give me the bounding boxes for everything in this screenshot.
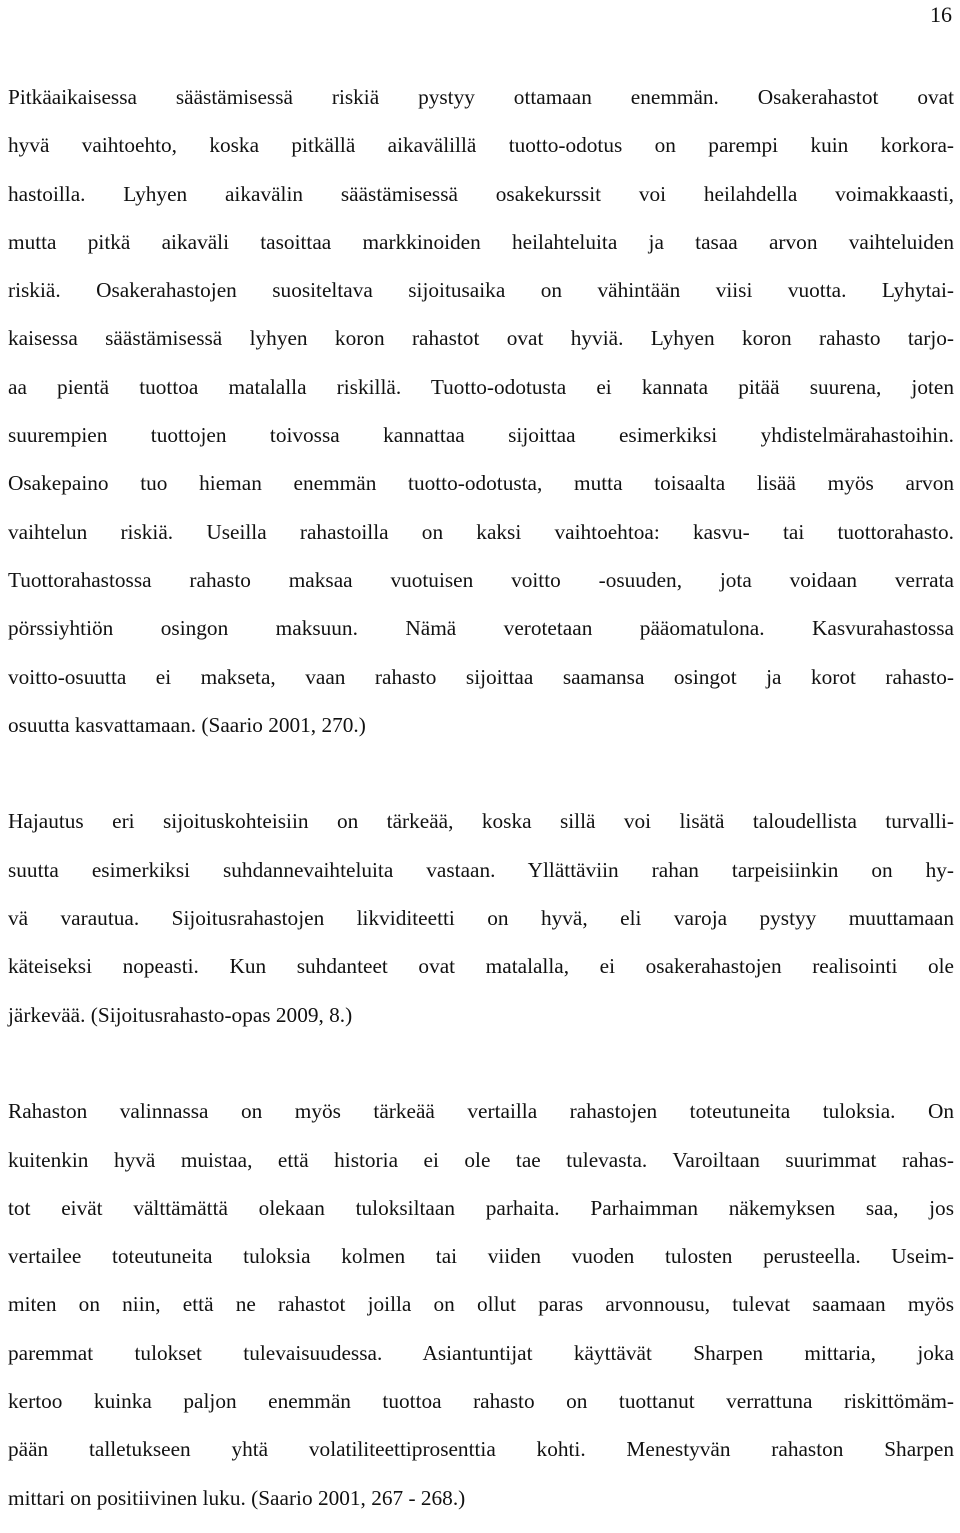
paragraph-fund-selection	[8, 1098, 954, 1510]
text-line: kertoo kuinka paljon enemmän tuottoa rahasto on tuottanut verrattuna riskittömäm-	[8, 1389, 954, 1414]
text-line: paremmat tulokset tulevaisuudessa. Asiantuntijat käyttävät Sharpen mittaria, joka	[8, 1340, 954, 1365]
paragraph-gap	[8, 760, 954, 808]
paragraph-savings-horizon	[8, 84, 954, 738]
text-line: järkevää. (Sijoitusrahasto-opas 2009, 8.)	[8, 1002, 353, 1027]
text-line: mittari on positiivinen luku. (Saario 2001, 267 - 268.)	[8, 1485, 466, 1510]
text-line: pään talletukseen yhtä volatiliteettiprosenttia kohti. Menestyvän rahaston Sharpen	[8, 1437, 954, 1462]
text-line: voitto-osuutta ei makseta, vaan rahasto sijoittaa saamansa osingot ja korot rahasto-	[8, 664, 954, 689]
text-line: riskiä. Osakerahastojen suositeltava sijoitusaika on vähintään viisi vuotta. Lyhytai-	[8, 278, 954, 303]
text-line: hastoilla. Lyhyen aikavälin säästämisessä osakekurssit voi heilahdella voimakkaasti,	[8, 181, 954, 206]
text-line: Rahaston valinnassa on myös tärkeää vertailla rahastojen toteutuneita tuloksia. On	[8, 1099, 954, 1124]
text-line: Hajautus eri sijoituskohteisiin on tärkeää, koska sillä voi lisätä taloudellista turvalli-	[8, 809, 954, 834]
text-line: vaihtelun riskiä. Useilla rahastoilla on kaksi vaihtoehtoa: kasvu- tai tuottorahasto.	[8, 519, 954, 544]
text-line: vä varautua. Sijoitusrahastojen likviditeetti on hyvä, eli varoja pystyy muuttamaan	[8, 906, 954, 931]
text-line: vertailee toteutuneita tuloksia kolmen tai viiden vuoden tulosten perusteella. Useim-	[8, 1244, 954, 1269]
text-line: osuutta kasvattamaan. (Saario 2001, 270.)	[8, 712, 366, 737]
paragraph-diversification	[8, 808, 954, 1027]
text-line: miten on niin, että ne rahastot joilla on ollut paras arvonnousu, tulevat saamaan myös	[8, 1292, 954, 1317]
text-line: Pitkäaikaisessa säästämisessä riskiä pystyy ottamaan enemmän. Osakerahastot ovat	[8, 85, 954, 109]
text-line: suutta esimerkiksi suhdannevaihteluita vastaan. Yllättäviin rahan tarpeisiinkin on hy-	[8, 857, 954, 882]
text-line: Tuottorahastossa rahasto maksaa vuotuisen voitto -osuuden, jota voidaan verrata	[8, 567, 954, 592]
text-line: tot eivät välttämättä olekaan tuloksiltaan parhaita. Parhaimman näkemyksen saa, jos	[8, 1195, 954, 1220]
text-line: Osakepaino tuo hieman enemmän tuotto-odotusta, mutta toisaalta lisää myös arvon	[8, 471, 954, 496]
page-number: 16	[930, 2, 952, 27]
text-line: kaisessa säästämisessä lyhyen koron rahastot ovat hyviä. Lyhyen koron rahasto tarjo-	[8, 326, 954, 351]
text-line: suurempien tuottojen toivossa kannattaa sijoittaa esimerkiksi yhdistelmärahastoihin.	[8, 423, 954, 448]
paragraph-gap	[8, 1050, 954, 1098]
text-line: käteiseksi nopeasti. Kun suhdanteet ovat matalalla, ei osakerahastojen realisointi ole	[8, 954, 954, 979]
text-line: aa pientä tuottoa matalalla riskillä. Tuotto-odotusta ei kannata pitää suurena, joten	[8, 374, 954, 399]
text-line: hyvä vaihtoehto, koska pitkällä aikavälillä tuotto-odotus on parempi kuin korkora-	[8, 133, 954, 158]
page-body	[8, 84, 954, 1533]
text-line: pörssiyhtiön osingon maksuun. Nämä verotetaan pääomatulona. Kasvurahastossa	[8, 616, 954, 641]
text-line: kuitenkin hyvä muistaa, että historia ei ole tae tulevasta. Varoiltaan suurimmat rahas-	[8, 1147, 954, 1172]
text-line: mutta pitkä aikaväli tasoittaa markkinoiden heilahteluita ja tasaa arvon vaihteluiden	[8, 229, 954, 254]
